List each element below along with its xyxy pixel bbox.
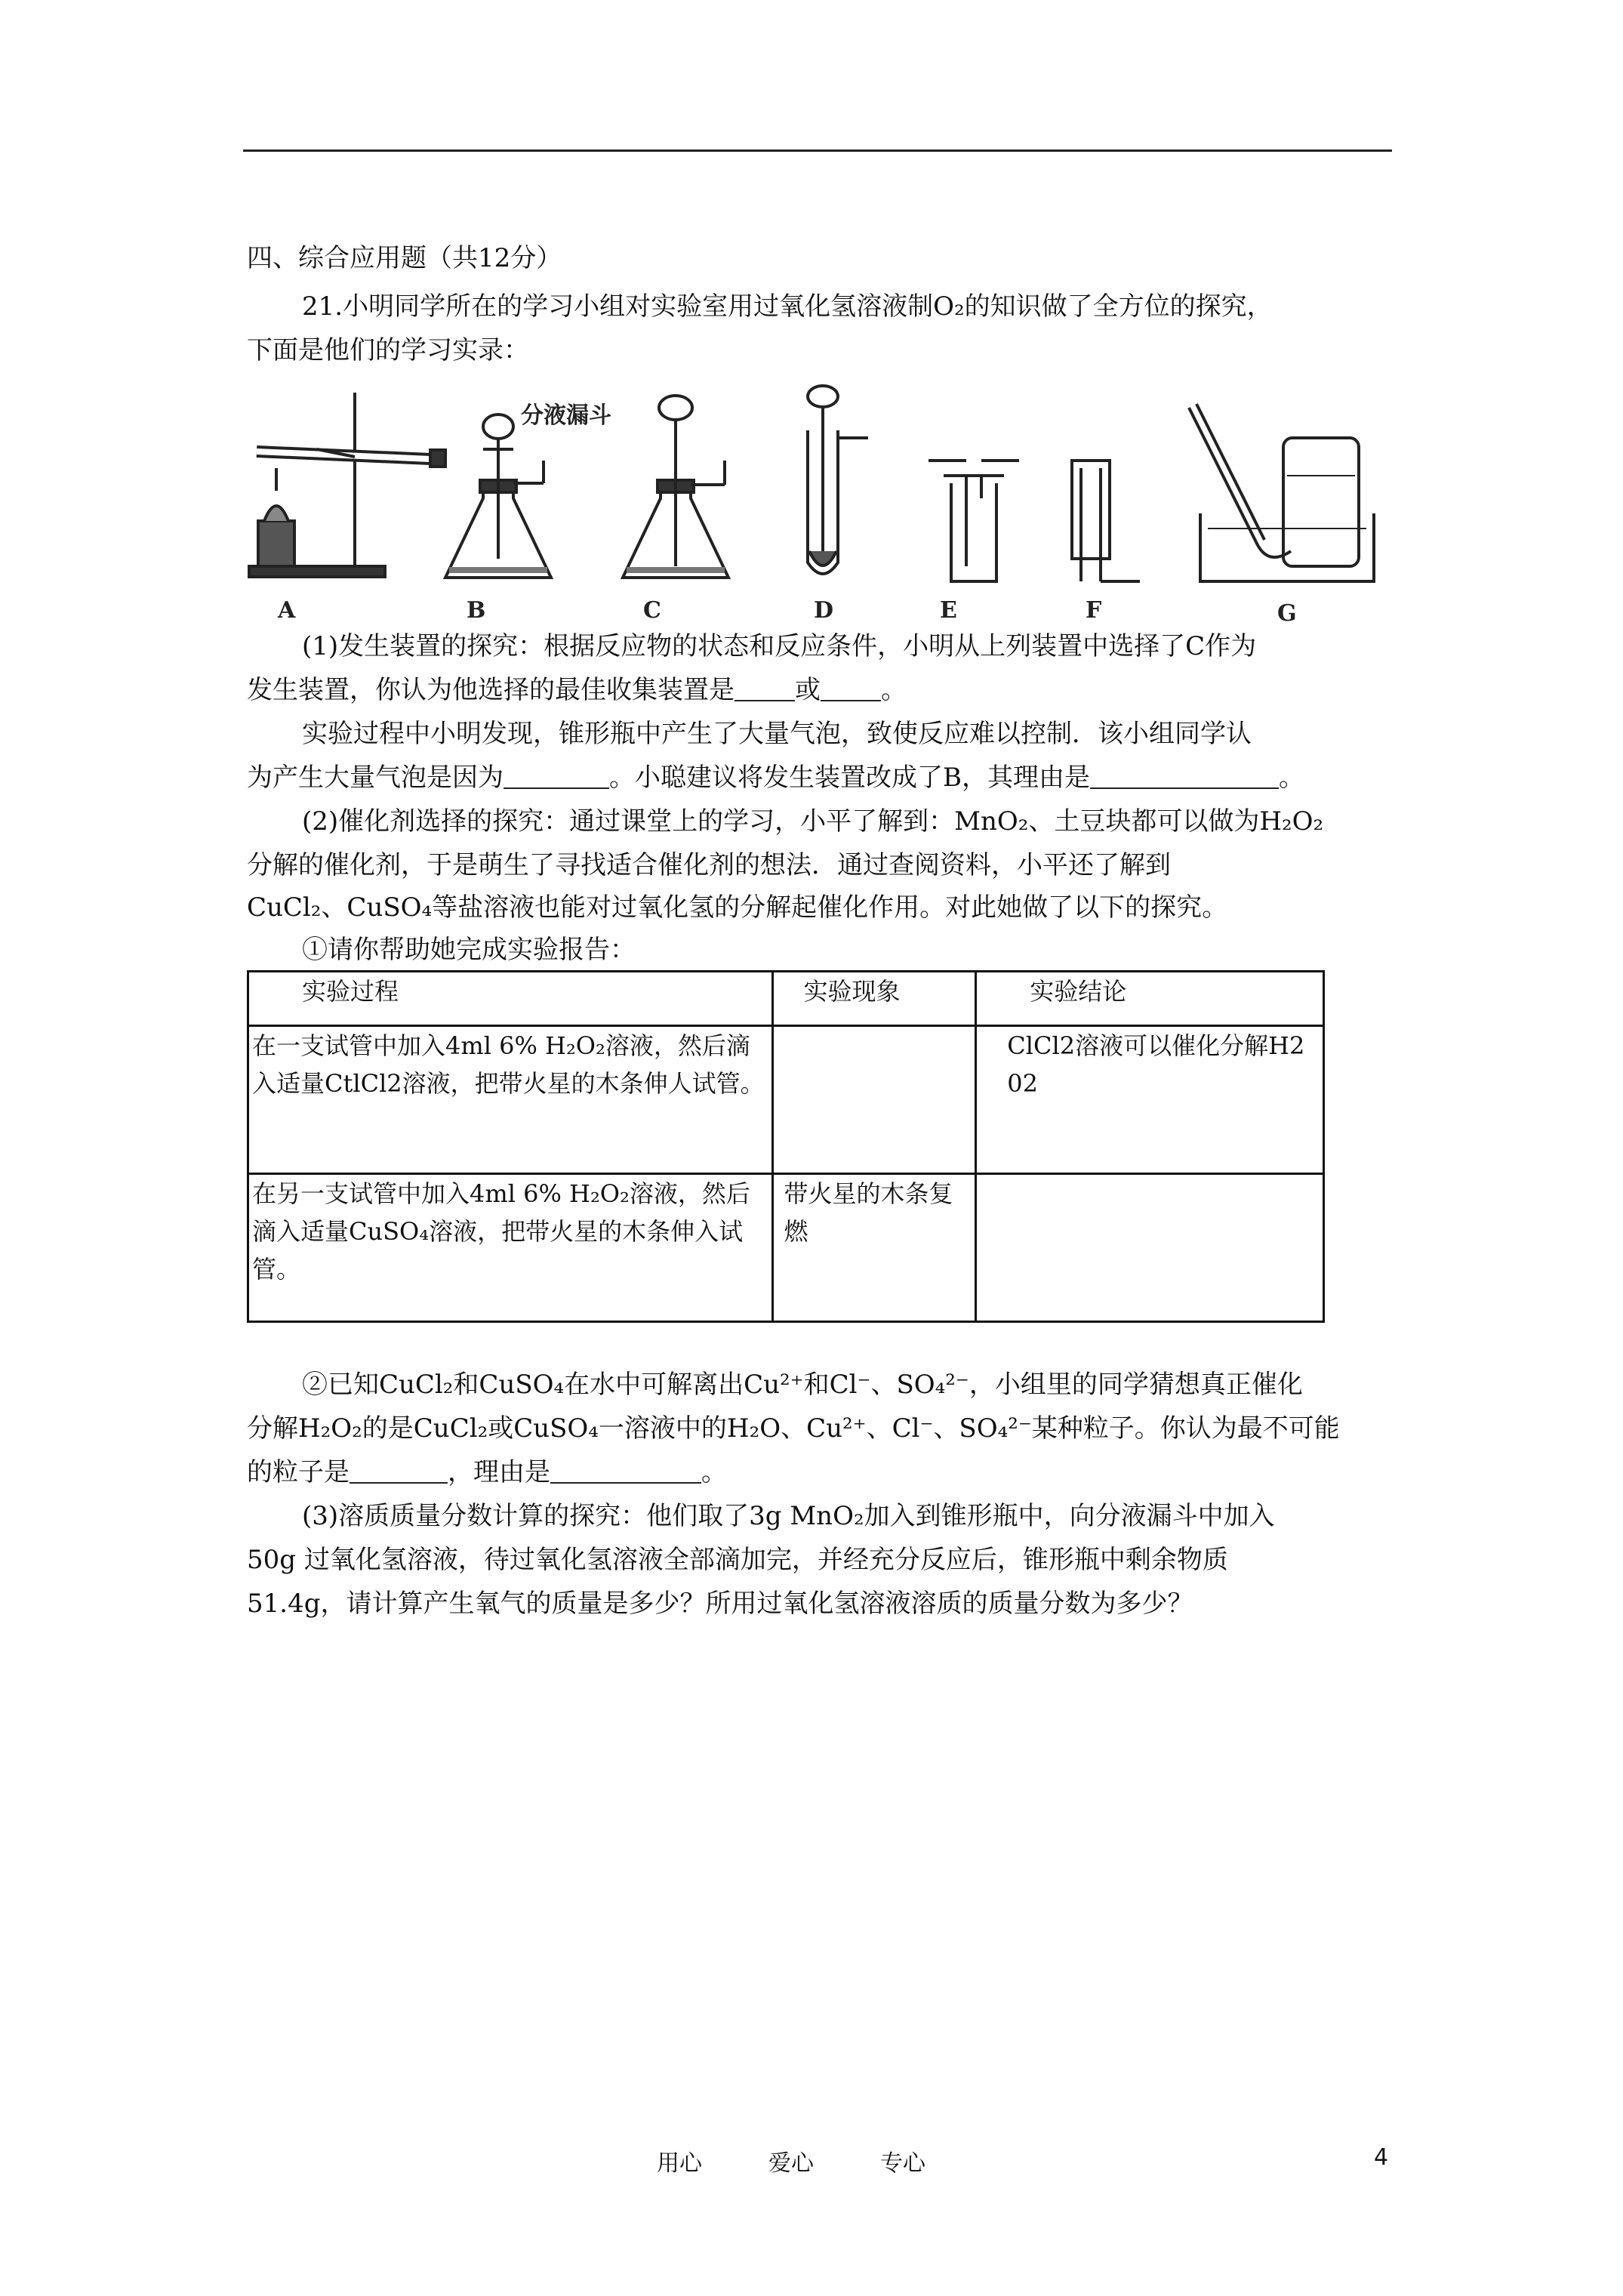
apparatus-b-icon <box>445 415 551 578</box>
part1-line4-end: 。 <box>1278 763 1304 793</box>
label-a: A <box>278 597 296 624</box>
table-row <box>248 1174 1324 1322</box>
label-g: G <box>1277 600 1297 627</box>
part1-line3: 实验过程中小明发现，锥形瓶中产生了大量气泡，致使反应难以控制．该小组同学认 <box>302 719 1252 749</box>
row2-process: 在另一支试管中加入4ml 6% H₂O₂溶液，然后滴入适量CuSO₄溶液，把带火星的木条伸入试管。 <box>248 1174 773 1322</box>
part1-line2-or: 或 <box>795 675 821 705</box>
answer-blank-2[interactable] <box>821 677 881 701</box>
part3-line1: (3)溶质质量分数计算的探究：他们取了3g MnO₂加入到锥形瓶中，向分液漏斗中加入 <box>302 1501 1275 1531</box>
label-d: D <box>814 597 834 624</box>
footer-item-3: 专心 <box>880 2150 925 2177</box>
part1-line2 <box>247 672 907 708</box>
part1-line1: (1)发生装置的探究：根据反应物的状态和反应条件，小明从上列装置中选择了C作为 <box>302 631 1257 661</box>
table-header-row <box>248 972 1324 1026</box>
label-f: F <box>1086 597 1102 624</box>
header-phenomenon: 实验现象 <box>772 972 976 1026</box>
section-title: 四、综合应用题（共12分） <box>247 243 562 273</box>
row2-conclusion[interactable] <box>976 1174 1324 1322</box>
row1-conclusion: ClCl2溶液可以催化分解H2 02 <box>976 1026 1324 1174</box>
apparatus-figure <box>242 378 1404 627</box>
apparatus-g-icon <box>1189 404 1374 581</box>
part2-line4: ①请你帮助她完成实验报告： <box>302 935 636 965</box>
header-process: 实验过程 <box>248 972 773 1026</box>
part1-line2-text: 发生装置，你认为他选择的最佳收集装置是 <box>247 675 735 705</box>
label-b: B <box>467 597 486 624</box>
part2b-line1: ②已知CuCl₂和CuSO₄在水中可解离出Cu²⁺和Cl⁻、SO₄²⁻，小组里的同学猜想真正催化 <box>302 1370 1303 1400</box>
answer-blank-5[interactable] <box>350 1459 448 1484</box>
part2b-line3 <box>247 1454 727 1490</box>
question-intro-line1: 21.小明同学所在的学习小组对实验室用过氧化氢溶液制O₂的知识做了全方位的探究， <box>302 291 1273 322</box>
question-intro-line2: 下面是他们的学习实录： <box>247 335 529 365</box>
apparatus-a-icon <box>249 393 445 577</box>
part2-line2: 分解的催化剂，于是萌生了寻找适合催化剂的想法．通过查阅资料，小平还了解到 <box>247 850 1171 880</box>
row1-phenomenon[interactable] <box>772 1026 976 1174</box>
part2-line1: (2)催化剂选择的探究：通过课堂上的学习，小平了解到：MnO₂、土豆块都可以做为H₂O₂ <box>302 806 1324 837</box>
part2b-line2: 分解H₂O₂的是CuCl₂或CuSO₄一溶液中的H₂O、Cu²⁺、Cl⁻、SO₄²⁻某种粒子。你认为最不可能 <box>247 1413 1340 1444</box>
header-conclusion: 实验结论 <box>976 972 1324 1026</box>
apparatus-d-icon <box>808 386 868 574</box>
answer-blank-3[interactable] <box>504 765 609 789</box>
footer-item-1: 用心 <box>657 2150 702 2177</box>
part3-line2: 50g 过氧化氢溶液，待过氧化氢溶液全部滴加完，并经充分反应后，锥形瓶中剩余物质 <box>247 1545 1228 1575</box>
row1-process: 在一支试管中加入4ml 6% H₂O₂溶液，然后滴入适量CtlCl2溶液，把带火星的木条伸人试管。 <box>248 1026 773 1174</box>
apparatus-c-icon <box>623 396 728 578</box>
table-row <box>248 1026 1324 1174</box>
part1-line2-end: 。 <box>881 675 907 705</box>
part3-line3: 51.4g，请计算产生氧气的质量是多少？所用过氧化氢溶液溶质的质量分数为多少？ <box>247 1589 1193 1619</box>
footer-item-2: 爱心 <box>768 2150 814 2177</box>
answer-blank-4[interactable] <box>1090 765 1279 789</box>
page-number: 4 <box>1374 2144 1389 2171</box>
row2-phenomenon: 带火星的木条复燃 <box>772 1174 976 1322</box>
apparatus-f-icon <box>1072 461 1140 581</box>
label-c: C <box>643 597 661 624</box>
header-rule <box>243 149 1392 152</box>
part2b-line3-text: 的粒子是 <box>247 1457 350 1487</box>
apparatus-e-icon <box>929 461 1019 581</box>
part1-line4-text: 为产生大量气泡是因为 <box>247 763 504 793</box>
label-e: E <box>940 597 957 624</box>
answer-blank-1[interactable] <box>735 677 795 701</box>
part1-line4-text2: 。小聪建议将发生装置改成了B，其理由是 <box>609 763 1090 793</box>
answer-blank-6[interactable] <box>550 1459 701 1484</box>
part1-line4 <box>247 760 1304 796</box>
part2b-line3-end: 。 <box>701 1457 727 1487</box>
funnel-label: 分液漏斗 <box>521 402 611 429</box>
apparatus-drawing <box>242 378 1404 627</box>
part2-line3: CuCl₂、CuSO₄等盐溶液也能对过氧化氢的分解起催化作用。对此她做了以下的探究。 <box>247 892 1228 923</box>
experiment-report-table <box>247 970 1325 1323</box>
part2b-line3-reason: ，理由是 <box>448 1457 550 1487</box>
